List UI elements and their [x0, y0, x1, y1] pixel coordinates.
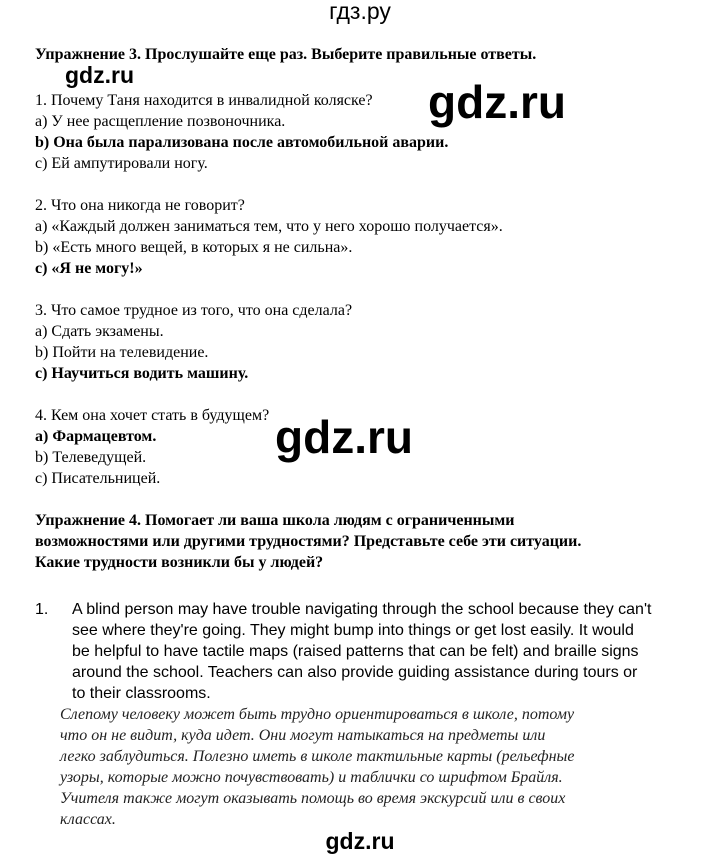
- question-text: 2. Что она никогда не говорит?: [35, 197, 245, 214]
- answer-english-line: see where they're going. They might bump into things or get lost easily. It would: [72, 622, 634, 639]
- answer-option-correct: c) Научиться водить машину.: [35, 365, 249, 382]
- answer-option: c) Ей ампутировали ногу.: [35, 155, 208, 172]
- question-block: [35, 90, 695, 174]
- answer-option-correct: b) Она была парализована после автомобильной аварии.: [35, 134, 449, 151]
- answer-option: b) Пойти на телевидение.: [35, 344, 209, 361]
- exercise-4-title-line: Упражнение 4. Помогает ли ваша школа людям с ограниченными: [35, 512, 515, 529]
- exercise-3-title: Упражнение 3. Прослушайте еще раз. Выберите правильные ответы.: [35, 46, 537, 63]
- answer-item: [35, 599, 692, 830]
- answer-option: a) У нее расщепление позвоночника.: [35, 113, 286, 130]
- answer-russian-line: Учителя также могут оказывать помощь во время экскурсий или в своих: [60, 790, 566, 807]
- answer-russian-line: что он не видит, куда идет. Они могут натыкаться на предметы или: [60, 727, 546, 744]
- answer-english-line: around the school. Teachers can also provide guiding assistance during tours or: [72, 664, 638, 681]
- site-header: гдз.ру: [329, 0, 391, 24]
- answer-option: a) Сдать экзамены.: [35, 323, 164, 340]
- answer-option-correct: a) Фармацевтом.: [35, 428, 157, 445]
- answer-english-line: to their classrooms.: [72, 685, 211, 702]
- answer-russian-line: легко заблудиться. Полезно иметь в школе тактильные карты (рельефные: [60, 748, 575, 765]
- answer-english-line: A blind person may have trouble navigating through the school because they can't: [72, 601, 652, 618]
- answer-option: c) Писательницей.: [35, 470, 161, 487]
- question-block: [35, 195, 695, 279]
- question-block: [35, 405, 695, 489]
- question-text: 4. Кем она хочет стать в будущем?: [35, 407, 270, 424]
- answer-russian-line: узоры, которые можно почувствовать) и таблички со шрифтом Брайля.: [60, 769, 563, 786]
- watermark: gdz.ru: [428, 76, 566, 128]
- watermark: gdz.ru: [275, 411, 413, 463]
- question-block: [35, 300, 695, 384]
- exercise-4-title: [35, 510, 695, 573]
- answer-option: b) «Есть много вещей, в которых я не сильна».: [35, 239, 353, 256]
- question-text: 1. Почему Таня находится в инвалидной коляске?: [35, 92, 373, 109]
- site-footer: gdz.ru: [325, 828, 395, 854]
- answer-option-correct: c) «Я не могу!»: [35, 260, 143, 277]
- answer-english: [72, 599, 692, 704]
- document-content: [35, 44, 695, 830]
- exercise-4-title-line: Какие трудности возникли бы у людей?: [35, 554, 324, 571]
- answer-russian-translation: [60, 704, 692, 830]
- answer-number: 1.: [35, 601, 49, 618]
- answer-option: b) Телеведущей.: [35, 449, 147, 466]
- answer-russian-line: Слепому человеку может быть трудно ориентироваться в школе, потому: [60, 706, 575, 723]
- answer-option: a) «Каждый должен заниматься тем, что у него хорошо получается».: [35, 218, 503, 235]
- question-text: 3. Что самое трудное из того, что она сделала?: [35, 302, 353, 319]
- exercise-4-title-line: возможностями или другими трудностями? Представьте себе эти ситуации.: [35, 533, 582, 550]
- watermark: gdz.ru: [65, 62, 134, 88]
- answer-english-line: be helpful to have tactile maps (raised patterns that can be felt) and braille signs: [72, 643, 639, 660]
- answer-russian-line: классах.: [60, 811, 116, 828]
